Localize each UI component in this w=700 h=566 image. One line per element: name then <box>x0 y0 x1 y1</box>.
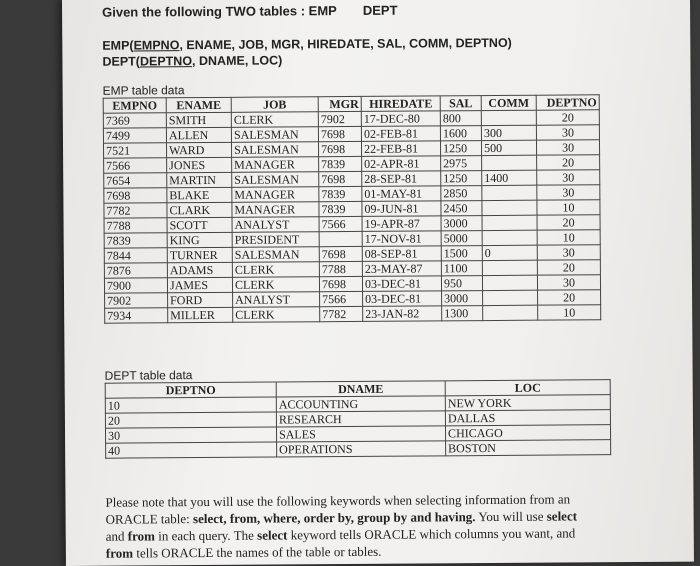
table-cell: 30 <box>537 170 600 185</box>
table-cell: CLARK <box>167 202 232 217</box>
table-cell: BLAKE <box>167 187 232 202</box>
table-cell: 7698 <box>319 246 362 261</box>
emp-table-label: EMP table data <box>102 83 185 98</box>
table-cell: CLERK <box>232 262 319 278</box>
table-cell: 10 <box>537 200 600 215</box>
table-cell: 5000 <box>441 231 482 246</box>
table-cell <box>319 231 362 246</box>
table-cell: 7521 <box>104 143 167 158</box>
table-cell <box>482 260 537 275</box>
table-cell: ADAMS <box>167 262 232 277</box>
table-cell <box>482 155 537 170</box>
table-cell: 30 <box>536 125 599 140</box>
table-cell: 7566 <box>320 291 363 306</box>
paper-sheet <box>62 0 694 566</box>
emp-schema-key: EMPNO <box>133 38 180 53</box>
table-cell: ACCOUNTING <box>276 396 445 412</box>
table-cell: 7934 <box>105 308 168 323</box>
table-cell: 7788 <box>319 261 362 276</box>
table-cell: ALLEN <box>166 127 231 142</box>
table-cell: 7844 <box>104 248 167 263</box>
table-cell: SALESMAN <box>232 172 319 188</box>
dept-schema-rest: , DNAME, LOC) <box>191 53 283 69</box>
table-cell: 2975 <box>441 156 482 171</box>
note-segment: select, from, where, order by, group by and having. <box>192 509 476 527</box>
table-cell: SALESMAN <box>232 247 319 263</box>
table-cell: 23-MAY-87 <box>362 261 441 277</box>
column-header: DEPTNO <box>105 382 276 398</box>
table-cell: RESEARCH <box>276 411 445 427</box>
title-dept: DEPT <box>362 2 398 18</box>
table-cell: 28-SEP-81 <box>362 171 441 187</box>
table-cell: 40 <box>106 442 277 458</box>
table-cell: 7902 <box>105 293 168 308</box>
table-cell: ANALYST <box>233 292 320 308</box>
table-cell: 30 <box>536 140 599 155</box>
emp-schema-prefix: EMP( <box>102 38 134 53</box>
table-cell: 1300 <box>442 306 483 321</box>
table-cell: 7698 <box>318 126 361 141</box>
table-cell: 7566 <box>319 216 362 231</box>
table-cell: 20 <box>536 110 599 125</box>
column-header: MGR <box>318 96 361 111</box>
table-cell <box>482 200 537 215</box>
table-cell: 30 <box>537 245 600 260</box>
table-cell: MANAGER <box>232 157 319 173</box>
table-cell: 2450 <box>441 201 482 216</box>
column-header: JOB <box>231 97 318 113</box>
table-cell: 7698 <box>319 276 362 291</box>
table-cell: 7369 <box>103 113 166 128</box>
table-cell: 23-JAN-82 <box>363 306 442 322</box>
table-cell <box>483 305 538 320</box>
dept-table-body <box>105 395 610 459</box>
table-cell: 2850 <box>441 186 482 201</box>
table-cell: KING <box>167 232 232 247</box>
column-header: SAL <box>440 96 481 111</box>
note-segment: tells ORACLE the names of the table or tables. <box>133 543 382 561</box>
table-cell: 7839 <box>104 233 167 248</box>
column-header: LOC <box>445 380 610 396</box>
table-cell <box>482 215 537 230</box>
column-header: COMM <box>481 95 536 110</box>
table-cell: 1500 <box>441 246 482 261</box>
table-cell: 08-SEP-81 <box>362 246 441 262</box>
dept-schema-prefix: DEPT( <box>102 54 140 69</box>
table-cell: 30 <box>537 275 600 290</box>
table-cell: 03-DEC-81 <box>363 291 442 307</box>
note-segment: from <box>105 545 134 561</box>
table-cell: 1250 <box>440 141 481 156</box>
table-cell: 300 <box>481 125 536 140</box>
table-cell <box>482 230 537 245</box>
emp-schema <box>102 35 512 54</box>
table-cell: 7900 <box>104 278 167 293</box>
table-cell: 10 <box>105 397 276 413</box>
dept-table <box>105 379 612 459</box>
table-cell: 0 <box>482 245 537 260</box>
table-cell: CLERK <box>233 307 320 323</box>
table-cell: 7839 <box>319 156 362 171</box>
column-header: HIREDATE <box>361 96 440 112</box>
table-cell: 7839 <box>319 201 362 216</box>
table-cell: OPERATIONS <box>277 441 446 457</box>
table-cell: 7654 <box>104 173 167 188</box>
table-cell: 17-NOV-81 <box>362 231 441 247</box>
table-cell: 800 <box>440 111 481 126</box>
table-cell: NEW YORK <box>445 395 610 411</box>
note-segment: and <box>105 528 128 544</box>
table-cell: CLERK <box>232 277 319 293</box>
column-header: EMPNO <box>103 98 166 113</box>
table-cell: JONES <box>167 157 232 172</box>
table-cell: SALES <box>276 426 445 442</box>
table-cell: 1100 <box>441 261 482 276</box>
note-segment: keyword tells ORACLE which columns you want, and <box>287 525 576 543</box>
table-cell: 7698 <box>319 171 362 186</box>
table-cell: 09-JUN-81 <box>362 201 441 217</box>
dept-table-label: DEPT table data <box>104 368 193 383</box>
table-cell: SMITH <box>166 112 231 127</box>
table-cell: TURNER <box>167 247 232 262</box>
table-cell: MARTIN <box>167 172 232 187</box>
table-cell: 7698 <box>318 141 361 156</box>
table-cell: 7566 <box>104 158 167 173</box>
table-cell: JAMES <box>167 277 232 292</box>
table-cell: CHICAGO <box>445 425 610 441</box>
table-cell: SALESMAN <box>231 127 318 143</box>
emp-schema-rest: , ENAME, JOB, MGR, HIREDATE, SAL, COMM, DEPTNO) <box>179 35 512 53</box>
table-cell: FORD <box>168 292 233 307</box>
table-cell: 7782 <box>104 203 167 218</box>
dept-schema-key: DEPTNO <box>139 54 193 69</box>
note-segment: You will use <box>475 508 547 525</box>
dept-schema <box>102 51 512 70</box>
table-cell: 500 <box>481 140 536 155</box>
table-cell: 1400 <box>482 170 537 185</box>
table-cell: SCOTT <box>167 217 232 232</box>
note-segment: select <box>546 508 578 524</box>
table-cell: ANALYST <box>232 217 319 233</box>
table-cell: BOSTON <box>446 440 611 456</box>
table-cell: 22-FEB-81 <box>361 141 440 157</box>
schema-definitions <box>102 35 512 70</box>
note-segment: in each query. The <box>154 527 258 544</box>
instructions-note <box>105 490 595 561</box>
table-cell: MANAGER <box>232 187 319 203</box>
emp-table-body <box>103 110 600 323</box>
note-segment: from <box>127 528 156 544</box>
table-cell: 7782 <box>320 306 363 321</box>
table-cell: 20 <box>105 412 276 428</box>
table-cell: 30 <box>537 185 600 200</box>
table-cell: 1250 <box>441 171 482 186</box>
table-cell <box>482 185 537 200</box>
table-cell <box>481 110 536 125</box>
column-header: DEPTNO <box>536 95 599 110</box>
table-cell: 7902 <box>318 111 361 126</box>
table-cell: 3000 <box>442 291 483 306</box>
note-segment: Please note that you will use the following keywords when selecting information from an ORACLE table: <box>105 491 571 527</box>
table-cell: 20 <box>537 155 600 170</box>
table-cell: DALLAS <box>445 410 610 426</box>
table-cell: 950 <box>441 276 482 291</box>
table-cell: 7499 <box>103 128 166 143</box>
table-cell: 20 <box>538 290 601 305</box>
table-row <box>106 440 611 459</box>
table-cell: PRESIDENT <box>232 232 319 248</box>
table-cell: CLERK <box>231 112 318 128</box>
title-main: Given the following TWO tables : EMP <box>102 3 337 20</box>
table-cell: 01-MAY-81 <box>362 186 441 202</box>
table-cell: WARD <box>166 142 231 157</box>
table-cell: 30 <box>105 427 276 443</box>
table-cell: 1600 <box>440 126 481 141</box>
table-cell <box>483 290 538 305</box>
column-header: ENAME <box>166 97 231 112</box>
table-cell: 03-DEC-81 <box>362 276 441 292</box>
table-cell: 3000 <box>441 216 482 231</box>
page-title <box>102 3 398 20</box>
table-cell: MILLER <box>168 307 233 322</box>
emp-table <box>103 94 602 323</box>
table-cell: MANAGER <box>232 202 319 218</box>
table-cell: 7839 <box>319 186 362 201</box>
table-cell: SALESMAN <box>231 142 318 158</box>
table-cell: 20 <box>537 215 600 230</box>
table-cell: 17-DEC-80 <box>361 111 440 127</box>
table-cell: 7788 <box>104 218 167 233</box>
table-cell: 7876 <box>104 263 167 278</box>
table-cell: 02-FEB-81 <box>361 126 440 142</box>
table-cell: 10 <box>537 230 600 245</box>
table-cell: 20 <box>537 260 600 275</box>
table-cell: 02-APR-81 <box>362 156 441 172</box>
table-cell: 7698 <box>104 188 167 203</box>
table-cell <box>482 275 537 290</box>
table-cell: 19-APR-87 <box>362 216 441 232</box>
note-segment: select <box>257 527 288 543</box>
column-header: DNAME <box>276 381 445 397</box>
table-cell: 10 <box>538 305 601 320</box>
table-row <box>105 305 601 323</box>
